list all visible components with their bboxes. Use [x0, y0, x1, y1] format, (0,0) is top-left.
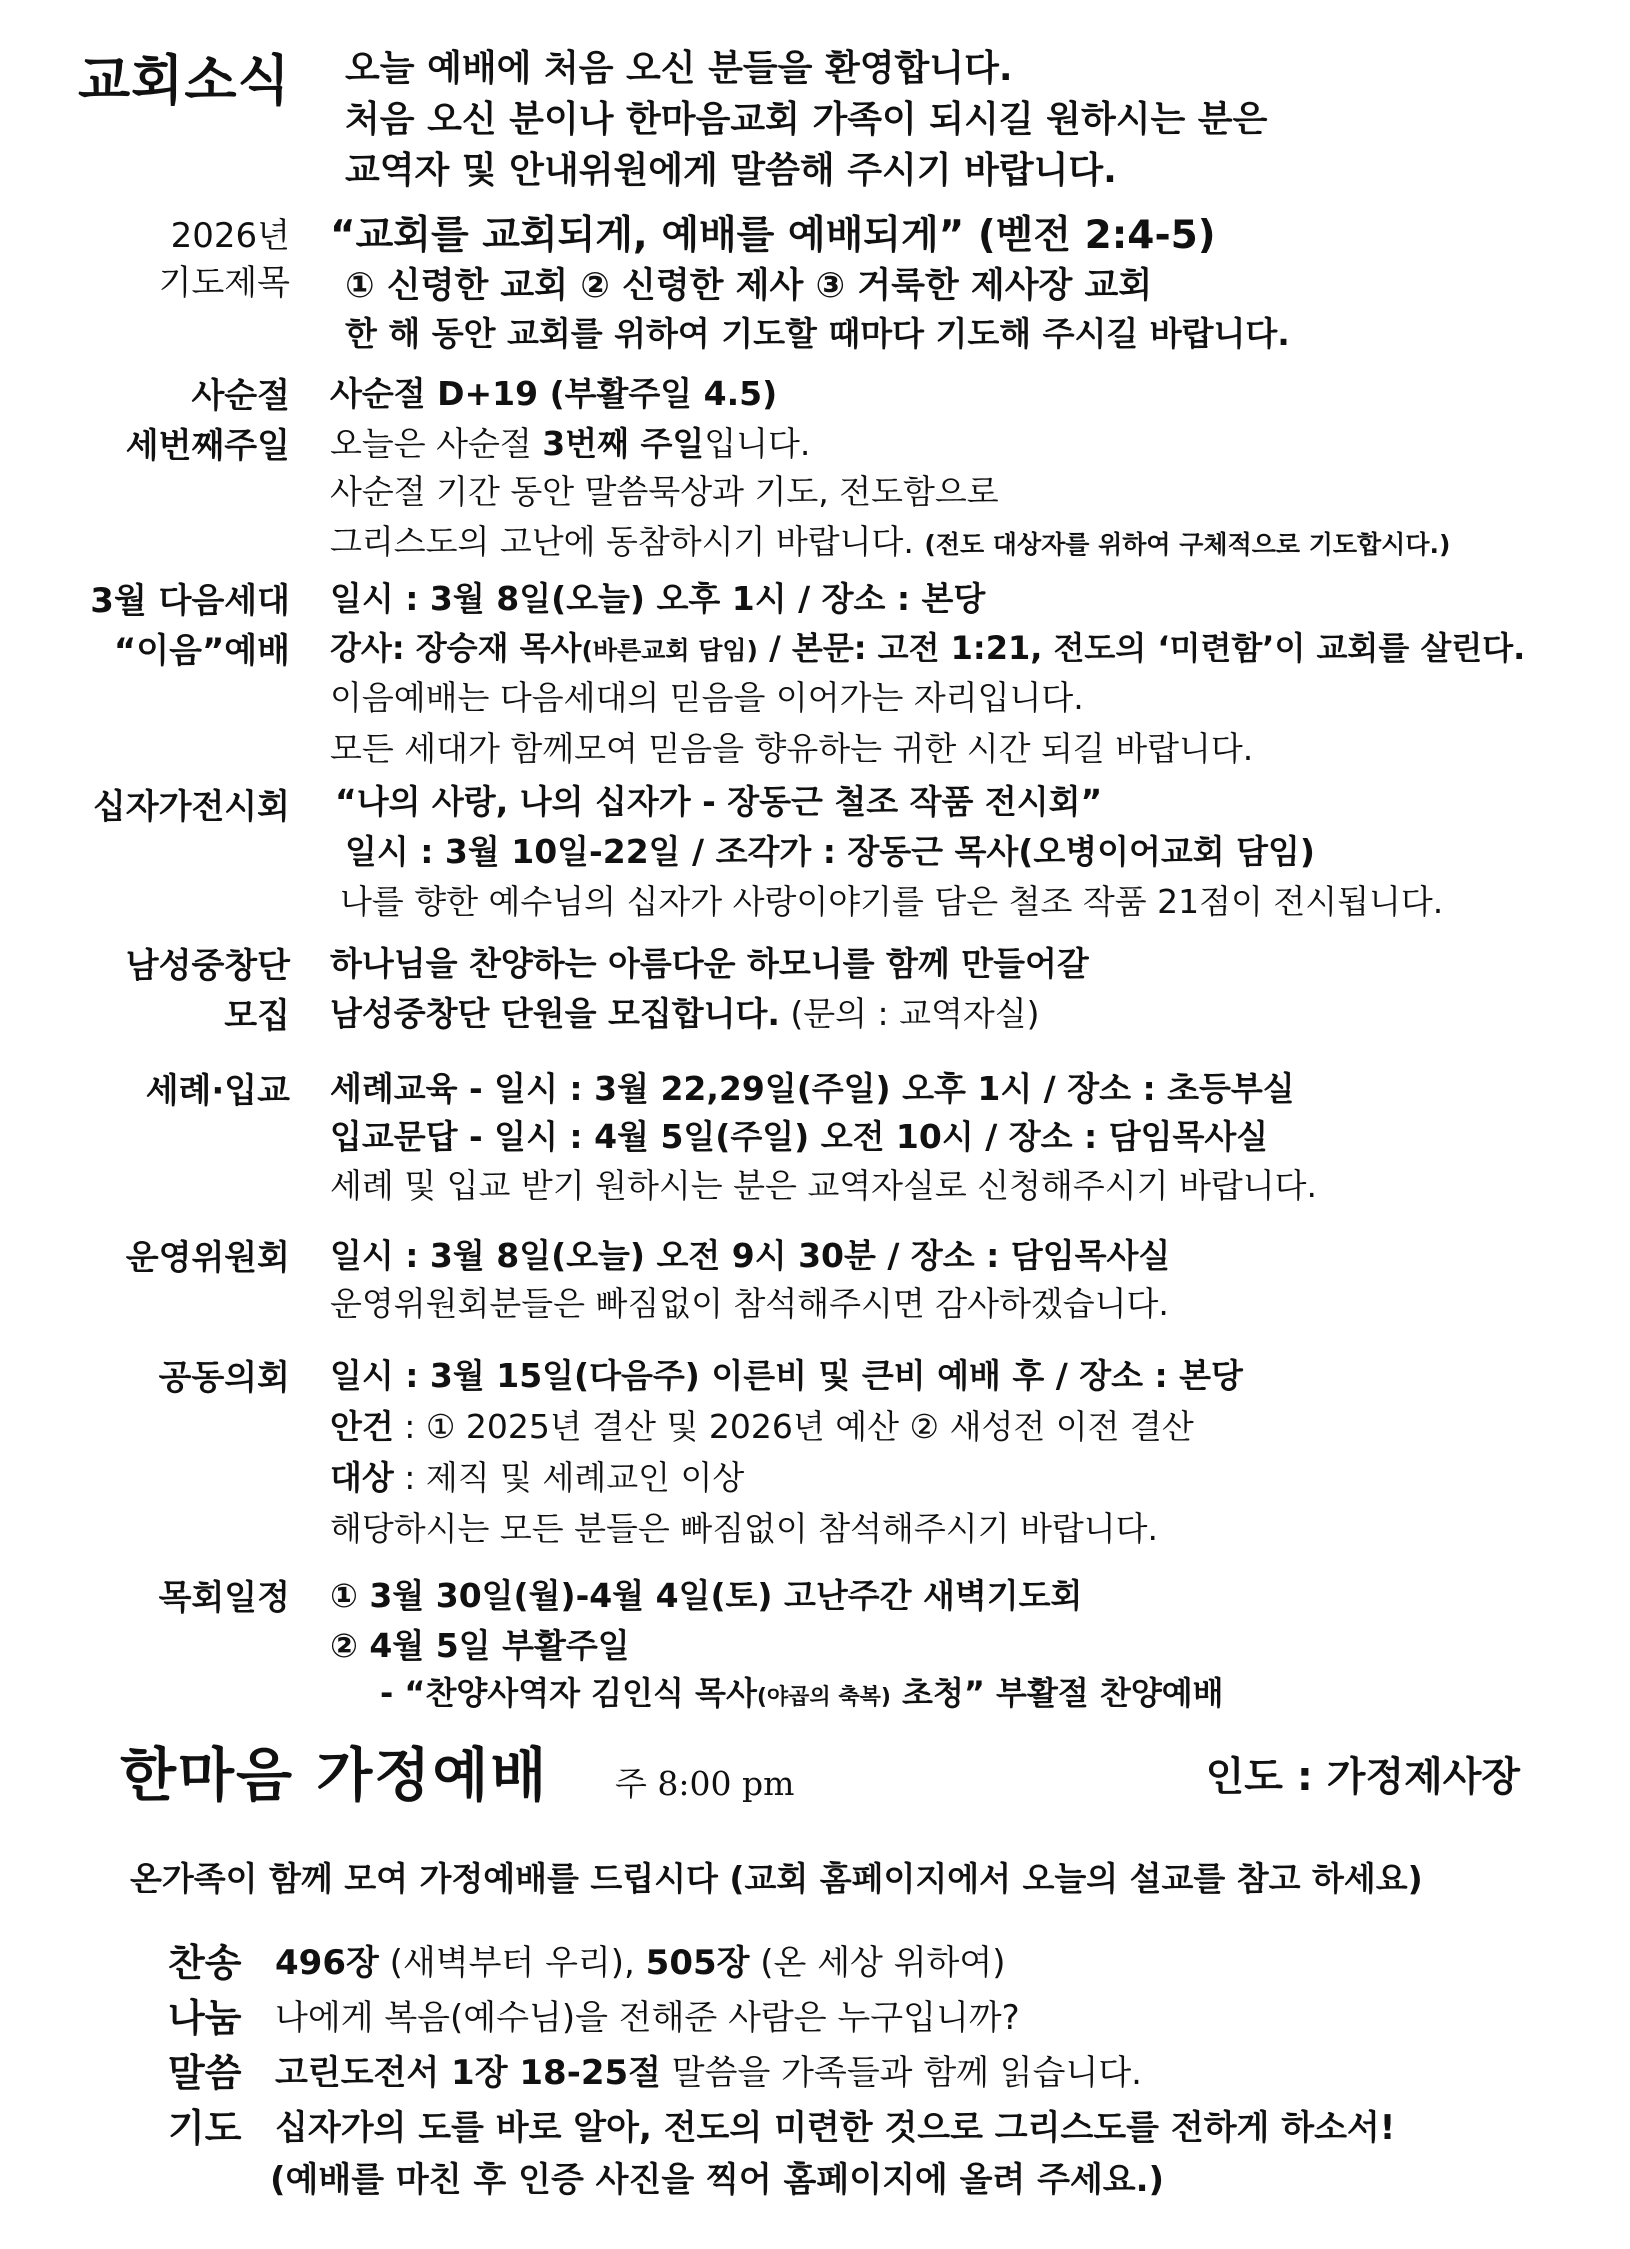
lent-line-4: 그리스도의 고난에 동참하시기 바랍니다. (전도 대상자를 위하여 구체적으로 기도합시다.)	[330, 522, 1451, 561]
baptism-label: 세례·입교	[145, 1071, 290, 1111]
page-title: 교회소식	[78, 49, 291, 112]
council-label: 공동의회	[158, 1358, 290, 1398]
choir-line-1: 하나님을 찬양하는 아름다운 하모니를 함께 만들어갈	[330, 944, 1089, 983]
choir-label: 남성중창단	[125, 946, 290, 986]
prayer-label-year: 2026년	[170, 216, 290, 256]
share-value: 나에게 복음(예수님)을 전해준 사람은 누구입니까?	[275, 1998, 1020, 2038]
nextgen-sub-label: “이음”예배	[113, 631, 290, 671]
lent-line-1: 사순절 D+19 (부활주일 4.5)	[330, 374, 778, 413]
nextgen-line-2: 강사: 장승재 목사(바른교회 담임) / 본문: 고전 1:21, 전도의 ‘미련함’이 교회를 살린다.	[330, 629, 1526, 667]
word-label: 말씀	[168, 2051, 242, 2095]
lent-week-label: 세번째주일	[125, 426, 290, 466]
word-value: 고린도전서 1장 18-25절 말씀을 가족들과 함께 읽습니다.	[275, 2053, 1142, 2093]
pastoral-line-1: ① 3월 30일(월)-4월 4일(토) 고난주간 새벽기도회	[330, 1576, 1083, 1615]
choir-sub-label: 모집	[224, 996, 290, 1036]
home-worship-footer: (예배를 마친 후 인증 사진을 찍어 홈페이지에 올려 주세요.)	[270, 2160, 1165, 2200]
welcome-line-1: 오늘 예배에 처음 오신 분들을 환영합니다.	[345, 48, 1013, 89]
prayer-row-label: 기도	[168, 2106, 242, 2150]
baptism-line-1: 세례교육 - 일시 : 3월 22,29일(주일) 오후 1시 / 장소 : 초등부실	[330, 1069, 1295, 1108]
home-worship-time: 주 8:00 pm	[615, 1764, 795, 1803]
nextgen-line-4: 모든 세대가 함께모여 믿음을 향유하는 귀한 시간 되길 바랍니다.	[330, 729, 1254, 768]
hymn-value: 496장 (새벽부터 우리), 505장 (온 세상 위하여)	[275, 1943, 1006, 1983]
prayer-points: ① 신령한 교회 ② 신령한 제사 ③ 거룩한 제사장 교회	[345, 266, 1153, 306]
committee-line-1: 일시 : 3월 8일(오늘) 오전 9시 30분 / 장소 : 담임목사실	[330, 1236, 1171, 1275]
prayer-row-value: 십자가의 도를 바로 알아, 전도의 미련한 것으로 그리스도를 전하게 하소서!	[275, 2108, 1396, 2148]
home-worship-leader: 인도 : 가정제사장	[1205, 1754, 1520, 1800]
lent-line-2: 오늘은 사순절 3번째 주일입니다.	[330, 424, 811, 463]
baptism-line-2: 입교문답 - 일시 : 4월 5일(주일) 오전 10시 / 장소 : 담임목사실	[330, 1117, 1269, 1156]
prayer-theme: “교회를 교회되게, 예배를 예배되게” (벧전 2:4-5)	[330, 213, 1216, 258]
committee-label: 운영위원회	[125, 1238, 290, 1278]
pastoral-line-3: - “찬양사역자 김인식 목사(야곱의 축복) 초청” 부활절 찬양예배	[380, 1674, 1224, 1712]
share-label: 나눔	[168, 1996, 242, 2040]
lent-label: 사순절	[191, 376, 290, 416]
home-worship-intro: 온가족이 함께 모여 가정예배를 드립시다 (교회 홈페이지에서 오늘의 설교를 참고 하세요)	[130, 1859, 1423, 1898]
exhibit-line-2: 일시 : 3월 10일-22일 / 조각가 : 장동근 목사(오병이어교회 담임)	[345, 832, 1315, 871]
nextgen-line-1: 일시 : 3월 8일(오늘) 오후 1시 / 장소 : 본당	[330, 579, 986, 618]
choir-line-2: 남성중창단 단원을 모집합니다. (문의 : 교역자실)	[330, 994, 1040, 1033]
pastoral-label: 목회일정	[158, 1578, 290, 1618]
nextgen-label: 3월 다음세대	[90, 581, 290, 621]
home-worship-title: 한마음 가정예배	[120, 1741, 549, 1809]
welcome-line-2: 처음 오신 분이나 한마음교회 가족이 되시길 원하시는 분은	[345, 99, 1268, 140]
prayer-label: 기도제목	[158, 263, 290, 303]
council-line-3: 대상 : 제직 및 세례교인 이상	[330, 1458, 745, 1497]
baptism-line-3: 세례 및 입교 받기 원하시는 분은 교역자실로 신청해주시기 바랍니다.	[330, 1166, 1317, 1205]
committee-line-2: 운영위원회분들은 빠짐없이 참석해주시면 감사하겠습니다.	[330, 1284, 1169, 1323]
exhibit-label: 십자가전시회	[92, 787, 290, 827]
prayer-request: 한 해 동안 교회를 위하여 기도할 때마다 기도해 주시길 바랍니다.	[345, 314, 1290, 353]
exhibit-line-1: “나의 사랑, 나의 십자가 - 장동근 철조 작품 전시회”	[335, 782, 1103, 821]
nextgen-line-3: 이음예배는 다음세대의 믿음을 이어가는 자리입니다.	[330, 678, 1084, 717]
council-line-2: 안건 : ① 2025년 결산 및 2026년 예산 ② 새성전 이전 결산	[330, 1407, 1194, 1446]
pastoral-line-2: ② 4월 5일 부활주일	[330, 1626, 630, 1665]
council-line-1: 일시 : 3월 15일(다음주) 이른비 및 큰비 예배 후 / 장소 : 본당	[330, 1356, 1243, 1395]
exhibit-line-3: 나를 향한 예수님의 십자가 사랑이야기를 담은 철조 작품 21점이 전시됩니다.	[340, 882, 1444, 921]
hymn-label: 찬송	[168, 1941, 242, 1985]
welcome-line-3: 교역자 및 안내위원에게 말씀해 주시기 바랍니다.	[345, 150, 1117, 191]
lent-line-3: 사순절 기간 동안 말씀묵상과 기도, 전도함으로	[330, 472, 999, 511]
council-line-4: 해당하시는 모든 분들은 빠짐없이 참석해주시기 바랍니다.	[330, 1509, 1159, 1548]
